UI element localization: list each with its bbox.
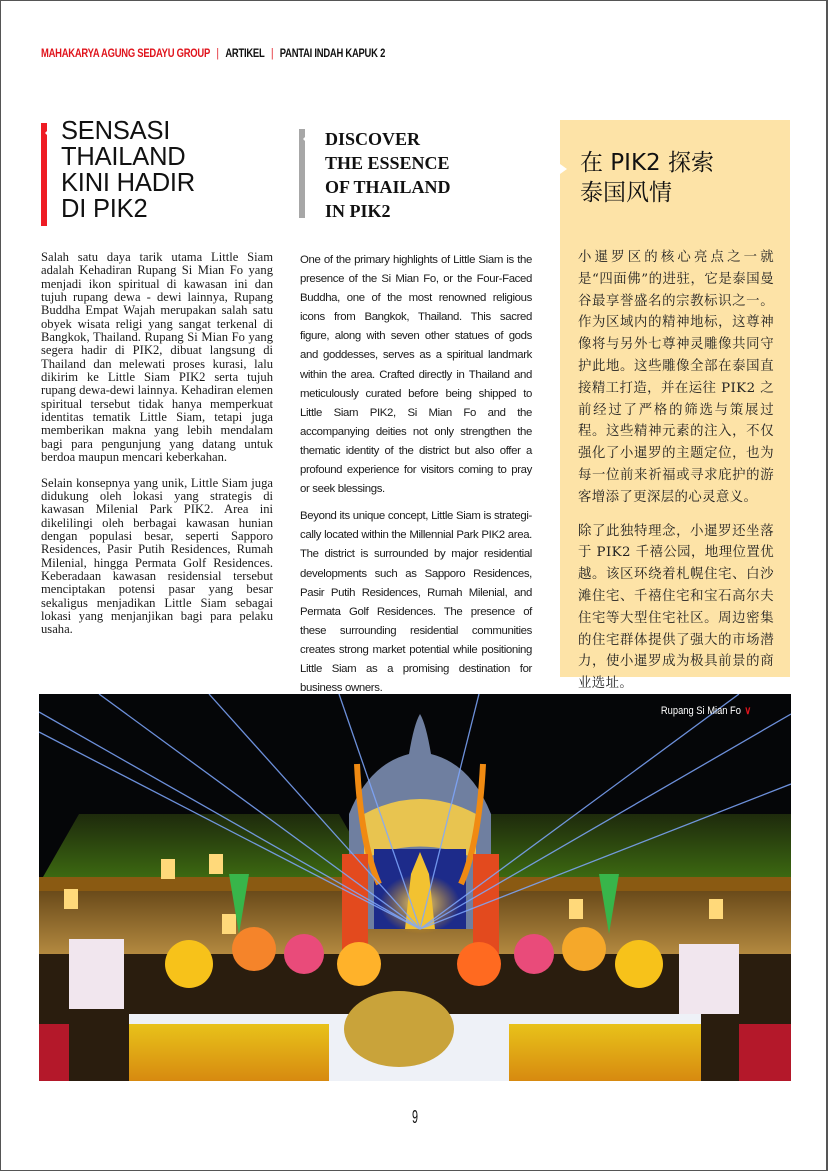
header-brand: MAHAKARYA AGUNG SEDAYU GROUP [41,48,210,60]
pillar-right [473,854,499,954]
indonesian-paragraph: Selain konsepnya yang unik, Little Siam juga didukung oleh lokasi yang strategis di kawasan Milenial Park PIK2. Area ini dikelilingi oleh berbagai kawasan hunian dengan populasi besar, seperti Sapporo Residences, Pasir Putih Residences, Rumah Milenial, hingga Permata Golf Residences. Keberadaan kawasan residensial tersebut menciptakan potensi pasar yang besar sekaligus menjadikan Little Siam sebagai lokasi yang menjanjikan bagi para pelaku usaha. [41,475,273,637]
page-header [41,48,385,60]
shrine-photo [39,694,791,1081]
english-paragraph: Beyond its unique concept, Little Siam is strategi-cally located within the Millennial Park PIK2 area. The district is surrounded by major residential developments such as Sapporo Residences, Pasir Putih Residences, Rumah Milenial, and Permata Golf Residences. The presence of these surrounding residential communities creates strong market potential while positioning Little Siam as a promising destination for business owners. [300,510,532,695]
accent-notch [303,136,306,142]
chinese-panel [560,120,790,692]
panel-arrow-marker [560,164,567,174]
caption-text: Rupang Si Mian Fo [660,705,741,717]
shrine-illustration [39,694,791,1081]
red-accent-bar [41,123,47,226]
header-section: ARTIKEL [225,48,265,60]
chinese-paragraph: 除了此独特理念，小暹罗还坐落于 PIK2 千禧公园，地理位置优越。该区环绕着札幌住宅、白沙滩住宅、千禧住宅和宝石高尔夫住宅等大型住宅社区。周边密集的住宅群体提供了强大的市场潜力，使小暹罗成为极具前景的商业选址。 [578,523,774,692]
page-number [1,1107,828,1128]
indonesian-paragraph: Salah satu daya tarik utama Little Siam adalah Kehadiran Rupang Si Mian Fo yang menjadi ikon spiritual di kawasan ini dan tujuh rupang dewa - dewi lainnya, Rupang Buddha Empat Wajah merupakan salah satu obyek wisata religi yang sangat terkenal di Bangkok, Thailand. Rupang Si Mian Fo yang segera hadir di PIK2, dibuat langsung di Thailand dan melewati proses kurasi, lalu dikirim ke Little Siam PIK2 serta tujuh rupang dewa-dewi lainnya. Kehadiran elemen spiritual tersebut tidak hanya memperkuat identitas tematik Little Siam, tetapi juga memberikan makna yang lebih mendalam bagi para pengunjung yang datang untuk berdoa maupun mencari keberkahan. [41,250,273,465]
golden-urn [344,991,454,1067]
altar-skirt-right [509,1024,701,1081]
gray-accent-bar [299,129,305,218]
red-chest [39,1024,69,1081]
pillar-left [342,854,368,954]
english-heading [299,127,539,223]
indonesian-body [41,251,273,649]
chinese-body [578,247,774,707]
chinese-paragraph: 小暹罗区的核心亮点之一就是“四面佛”的进驻，它是泰国曼谷最享誉盛名的宗教标识之一。作为区域内的精神地标，这尊神像将与另外七尊神灵雕像共同守护此地。这些雕像全部在泰国直接精工打造，并在运往 PIK2 之前经过了严格的筛选与策展过程。这些精神元素的注入，不仅强化了小暹罗的主题定位，也为每一位前来祈福或寻求庇护的游客增添了更深层的心灵意义。 [578,250,774,505]
temple-roof-right [449,814,791,884]
chevron-down-icon: ∨ [744,705,751,717]
photo-caption [661,704,751,717]
header-separator: | [216,48,219,60]
red-chest [739,1024,791,1081]
indonesian-title: SENSASI THAILAND KINI HADIR DI PIK2 [61,117,196,223]
english-paragraph: One of the primary highlights of Little Siam is the presence of the Si Mian Fo, or the Four-Faced Buddha, one of the most renowned religious icons from Bangkok, Thailand. This sacred figure, along with seven other statues of gods and goddesses, serves as a spiritual landmark within the area. Crafted directly in Thailand and meticulously curated before being shipped to Little Siam PIK2, Si Mian Fo and the accompanying deities not only strengthen the thematic identity of the district but also offer a profound experience for visitors coming to pray or seek blessings. [300,254,532,496]
chinese-title: 在 PIK2 探索 泰国风情 [580,150,714,206]
header-location: PANTAI INDAH KAPUK 2 [279,48,386,60]
indonesian-heading [41,118,271,222]
altar-skirt-left [129,1024,329,1081]
page-number-text: 9 [411,1107,418,1127]
accent-notch [45,130,48,136]
english-body [300,251,532,706]
english-title: DISCOVER THE ESSENCE OF THAILAND IN PIK2 [325,129,451,221]
header-separator: | [271,48,274,60]
